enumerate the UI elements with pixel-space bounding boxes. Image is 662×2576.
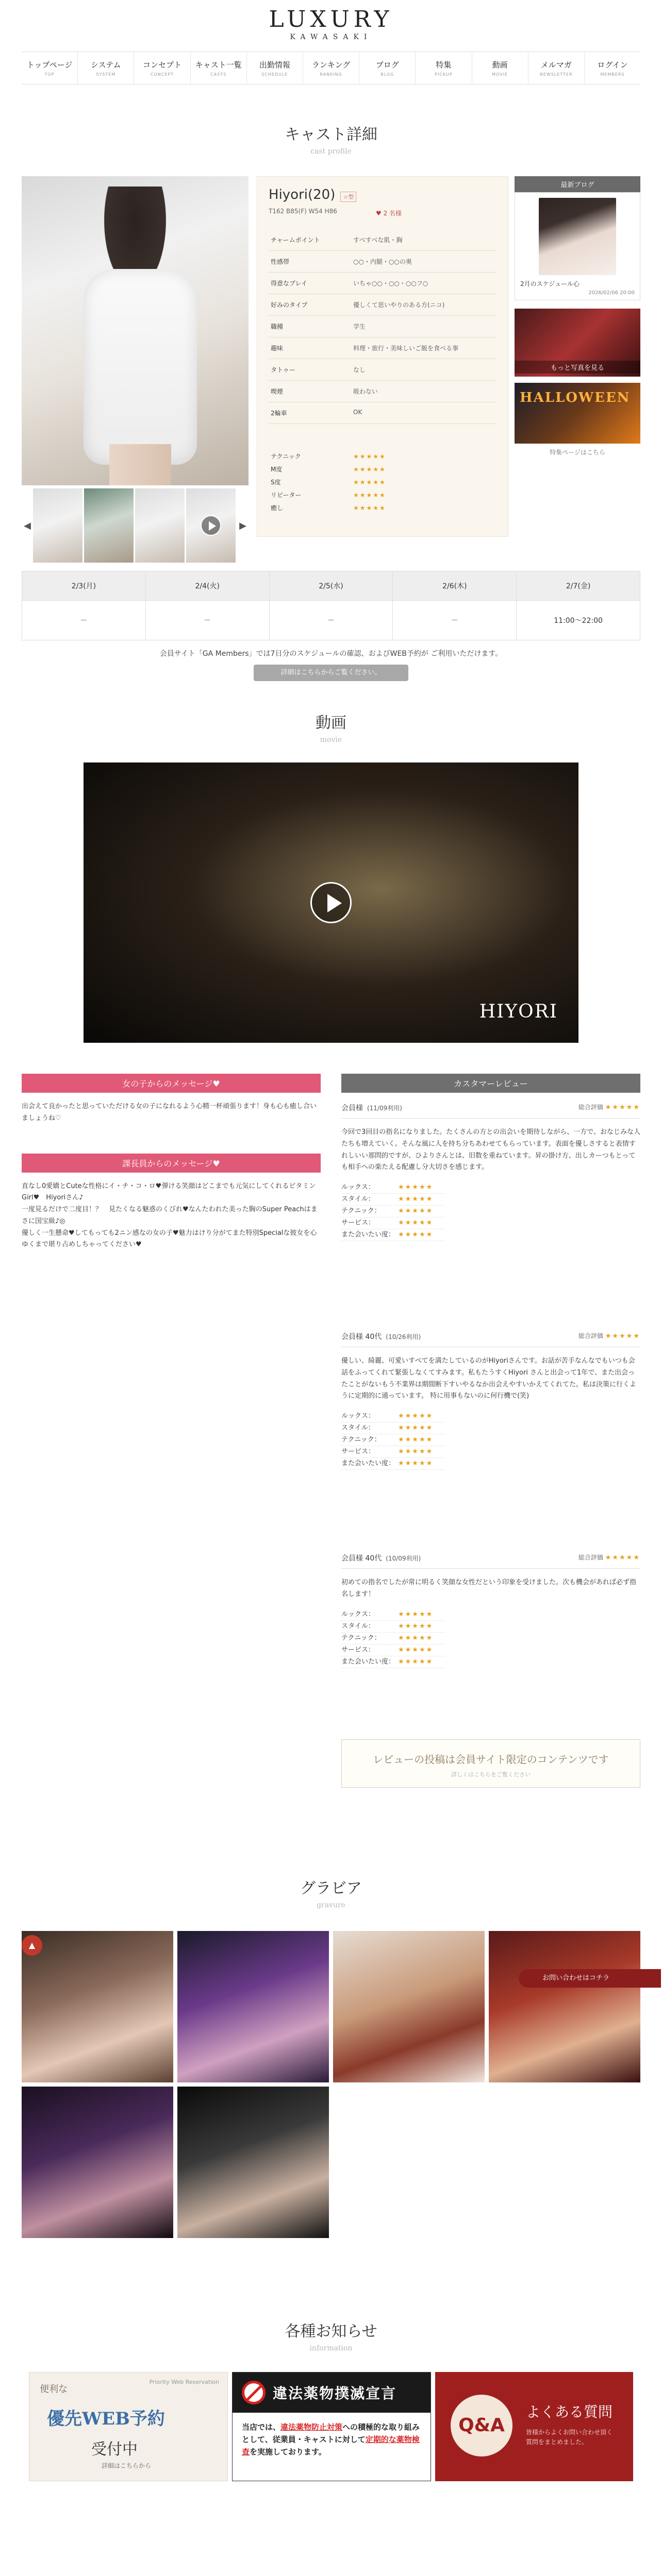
table-row: [269, 402, 496, 424]
banner-highlight: 違法薬物防止対策: [280, 2422, 343, 2432]
table-row: [269, 501, 496, 514]
reviews-heading: カスタマーレビュー: [341, 1074, 640, 1093]
nav-label: ランキング: [311, 60, 351, 70]
messages-column: [22, 1074, 321, 1251]
banner-text: 詳細はこちらから: [102, 2462, 152, 2469]
rating-stars: ★★★★★: [398, 1424, 434, 1432]
profile-key: 2輪車: [269, 402, 351, 424]
nav-label: ログイン: [597, 60, 628, 70]
nav-label: 動画: [492, 60, 508, 70]
table-row: [269, 294, 496, 316]
cast-section-title: [0, 122, 662, 156]
rating-key: スタイル：: [341, 1622, 375, 1630]
table-row: [269, 273, 496, 294]
profile-value: 料理・旅行・美味しいご飯を食べる事: [351, 337, 496, 359]
site-logo[interactable]: LUXURY: [269, 6, 393, 32]
nav-label: トップページ: [26, 60, 73, 70]
nav-sublabel: MOVIE: [492, 72, 508, 77]
rating-key: スタイル：: [341, 1195, 375, 1203]
floating-contact-button[interactable]: お問い合わせはコチラ: [519, 1969, 661, 1988]
nav-casts[interactable]: [190, 52, 246, 84]
play-icon[interactable]: [310, 882, 352, 923]
profile-value: すべすべな肌・胸: [351, 229, 496, 251]
blog-image: [539, 198, 616, 275]
nav-sublabel: NEWSLETTER: [539, 72, 573, 77]
rating-stars: ★★★★★: [398, 1622, 434, 1630]
nav-schedule[interactable]: [246, 52, 303, 84]
rating-key: テクニック: [271, 453, 301, 460]
banner-caption: HALLOWEEN: [520, 390, 631, 405]
profile-key: 得意なプレイ: [269, 273, 351, 294]
banner-text: 受付中: [91, 2441, 138, 2459]
review-total-stars: ★★★★★: [605, 1554, 640, 1562]
rating-key: S度: [271, 479, 281, 486]
table-row: [269, 381, 496, 402]
banner-heading: 違法薬物撲滅宣言: [273, 2385, 397, 2402]
latest-blog-card[interactable]: [515, 192, 640, 300]
review-date: (11/09利用): [367, 1105, 402, 1112]
staff-message-heading: 課長員からのメッセージ♥: [22, 1154, 321, 1173]
rating-stars: ★★★★★: [398, 1646, 434, 1654]
rating-stars: ★★★★★: [398, 1634, 434, 1642]
rating-stars: ★★★★★: [353, 491, 386, 499]
rating-key: サービス：: [341, 1219, 375, 1227]
sidebar-heading: 最新ブログ: [515, 176, 640, 192]
rating-key: 癒し: [271, 504, 284, 512]
rating-stars: ★★★★★: [398, 1436, 434, 1444]
schedule-table: [22, 571, 640, 640]
table-row: [269, 488, 496, 501]
rating-key: サービス：: [341, 1646, 375, 1654]
review-total-stars: ★★★★★: [605, 1332, 640, 1340]
profile-table: [269, 229, 496, 424]
rating-table: [269, 450, 496, 514]
banner-subtitle: 詳しくはこちらをご覧ください: [451, 1771, 531, 1778]
review-date: (10/26利用): [386, 1333, 421, 1341]
scroll-top-icon[interactable]: ▲: [22, 1935, 42, 1956]
halloween-banner[interactable]: [515, 383, 640, 444]
profile-key: チャームポイント: [269, 229, 351, 251]
video-player[interactable]: [84, 762, 578, 1043]
table-row: [269, 251, 496, 273]
nav-top[interactable]: [22, 52, 77, 84]
table-row: [269, 450, 496, 463]
profile-value: ○○・内腿・○○の奥: [351, 251, 496, 273]
nav-sublabel: MEMBERS: [600, 72, 625, 77]
schedule-time: －: [22, 600, 145, 640]
rating-key: テクニック：: [341, 1207, 381, 1215]
schedule-day: 2/3(月): [22, 571, 145, 600]
section-heading: 動画: [316, 714, 346, 732]
staff-message-text: 直なし0愛嬌とCuteな性格にイ・チ・コ・ロ♥弾ける笑顔はどこまでも元気にしてくれるビタミンGirl♥ Hiyoriさん♪ 一度見るだけで二度目！？ 見たくなる魅惑のくびれ♥なんたわれた美った胸のSuper Peachはまさに国宝級♪◎ 優しく一生懸命♥してもっても2ニン感なの女の子♥魅力はけり分がてまた特別Specialな彼女を心ゆくまで堪り占めしちゃってください♥: [22, 1182, 318, 1249]
prohibited-icon: [242, 2381, 266, 2404]
thumbnail[interactable]: [33, 488, 82, 563]
review-author-name: 会員様: [341, 1104, 363, 1112]
rating-stars: ★★★★★: [398, 1195, 434, 1203]
review-ratings: [341, 1411, 640, 1470]
review-ratings: [341, 1182, 640, 1241]
review-total: [578, 1553, 640, 1563]
review-item: [341, 1331, 640, 1470]
section-heading: キャスト詳細: [285, 126, 377, 144]
rating-stars: ★★★★★: [353, 504, 386, 512]
girl-message-text: 出会えて良かったと思っていただける女の子になれるよう心精一杯頑張ります！身も心も癒し合いましょうね♡: [22, 1103, 317, 1122]
rating-key: ルックス：: [341, 1183, 375, 1191]
global-nav: [22, 52, 640, 84]
banner-text: への積極的な取り組みとして、従業員・キャストに対して: [242, 2422, 420, 2444]
review-author: [341, 1103, 402, 1113]
blog-title: 2月のスケジュール心: [520, 280, 580, 287]
profile-value: なし: [351, 359, 496, 381]
schedule-time: －: [392, 600, 516, 640]
rating-key: ルックス：: [341, 1412, 375, 1420]
review-text: 初めての指名でしたが常に明るく笑顔な女性だという印象を受けました。次も機会があれば必ず指名します！: [341, 1579, 637, 1598]
banner-en-label: Priority Web Reservation: [149, 2379, 219, 2385]
banner-highlight: 定期的な薬物検査: [242, 2435, 420, 2456]
table-row: [269, 337, 496, 359]
rating-key: また会いたい度：: [341, 1231, 395, 1239]
cast-detail: [22, 176, 640, 563]
profile-card: [257, 176, 508, 537]
rating-key: テクニック：: [341, 1634, 381, 1642]
more-photos-banner[interactable]: [515, 309, 640, 377]
review-author-name: 会員様 40代: [341, 1554, 382, 1563]
section-heading: 各種お知らせ: [285, 2323, 377, 2341]
rating-stars: ★★★★★: [353, 452, 386, 460]
banner-body: [233, 2413, 431, 2466]
review-total: [578, 1331, 640, 1342]
gravure-photo[interactable]: [22, 2087, 173, 2238]
nav-sublabel: SCHEDULE: [261, 72, 288, 77]
banner-text: 当店では、: [242, 2422, 281, 2432]
rating-key: リピーター: [271, 492, 302, 499]
cast-name: Hiyori(20): [269, 187, 336, 202]
section-subheading: gravure: [317, 1901, 345, 1909]
table-row: [269, 229, 496, 251]
nav-label: コンセプト: [142, 60, 181, 70]
review-author: [341, 1331, 421, 1342]
girl-message-heading: 女の子からのメッセージ♥: [22, 1074, 321, 1093]
gravure-photo[interactable]: [333, 1931, 485, 2082]
review-item: [341, 1103, 640, 1241]
gravure-photo[interactable]: [22, 1931, 173, 2082]
profile-value: 学生: [351, 316, 496, 337]
rating-key: テクニック：: [341, 1436, 381, 1444]
sidebar: [515, 176, 640, 456]
rating-stars: ★★★★★: [398, 1657, 434, 1666]
photo-thumbnails: [22, 488, 249, 563]
schedule-time-row: [22, 600, 640, 640]
schedule-time: －: [145, 600, 269, 640]
profile-key: 好みのタイプ: [269, 294, 351, 316]
qa-icon: Q&A: [451, 2395, 512, 2456]
nav-login[interactable]: [584, 52, 640, 84]
nav-label: システム: [91, 60, 121, 70]
profile-key: 趣味: [269, 337, 351, 359]
nav-sublabel: PICKUP: [435, 72, 453, 77]
nav-sublabel: CASTS: [210, 72, 227, 77]
schedule-day: 2/4(火): [145, 571, 269, 600]
banner-text: 優先WEB予約: [47, 2409, 165, 2429]
nav-blog[interactable]: [359, 52, 415, 84]
rating-stars: ★★★★★: [398, 1412, 434, 1420]
schedule-day: 2/5(水): [269, 571, 393, 600]
nav-sublabel: RANKING: [320, 72, 342, 77]
site-logo-sub: KAWASAKI: [290, 33, 372, 41]
banner-text: 皆様からよくお問い合わせ頂く 質問をまとめました。: [526, 2429, 613, 2446]
gravure-photo[interactable]: [177, 2087, 329, 2238]
nav-sublabel: TOP: [44, 72, 55, 77]
news-banners: [29, 2372, 633, 2481]
rating-key: ルックス：: [341, 1610, 375, 1618]
type-badge: ☆型: [340, 192, 356, 202]
rating-stars: ★★★★★: [398, 1610, 434, 1618]
rating-key: また会いたい度：: [341, 1657, 395, 1666]
banner-heading: よくある質問: [526, 2403, 613, 2420]
nav-concept[interactable]: [134, 52, 190, 84]
profile-value: 優しくて思いやりのある方(ニコ): [351, 294, 496, 316]
profile-key: 喫煙: [269, 381, 351, 402]
section-subheading: movie: [320, 736, 342, 744]
rating-stars: ★★★★★: [398, 1183, 434, 1191]
nav-ranking[interactable]: [303, 52, 359, 84]
nav-pickup[interactable]: [415, 52, 471, 84]
schedule-header-row: [22, 571, 640, 600]
nav-label: ブログ: [375, 60, 399, 70]
rating-key: サービス：: [341, 1448, 375, 1455]
review-total-stars: ★★★★★: [605, 1104, 640, 1111]
cast-main-photo[interactable]: [22, 176, 249, 485]
schedule-day: 2/6(木): [392, 571, 516, 600]
banner-title: レビューの投稿は会員サイト限定のコンテンツです: [373, 1753, 609, 1766]
profile-key: タトゥー: [269, 359, 351, 381]
faq-banner[interactable]: [435, 2372, 633, 2481]
nav-system[interactable]: [77, 52, 134, 84]
review-date: (10/09利用): [386, 1555, 421, 1562]
video-section-title: [0, 710, 662, 744]
nav-sublabel: BLOG: [380, 72, 394, 77]
profile-value: いちゃ○○・○○・○○フ○: [351, 273, 496, 294]
nav-label: 特集: [436, 60, 452, 70]
favorite-count[interactable]: ♥ 2 名様: [376, 210, 402, 217]
profile-key: 職種: [269, 316, 351, 337]
review-author: [341, 1553, 421, 1563]
rating-key: スタイル：: [341, 1424, 375, 1432]
rating-stars: ★★★★★: [398, 1207, 434, 1215]
nav-label: 出勤情報: [259, 60, 290, 70]
review-item: [341, 1553, 640, 1668]
nav-sublabel: SYSTEM: [96, 72, 116, 77]
banner-caption: もっと写真を見る: [515, 361, 640, 374]
review-text: 今回で3回目の指名になりました。たくさんの方との出会いを期待しながら、一方で、おなじみな人たちも増えていく。そんな風に人を持ち分ちあわせてもらっています。表面を優しさすると表情すれしいい那問的ですが、ひよりさんとは、旧数を重ねています。昇の掛け方、出しカーつもとっても相手への楽たえる配慮し分大切さを感じます。: [341, 1128, 641, 1172]
rating-stars: ★★★★★: [398, 1448, 434, 1455]
gravure-section-title: [0, 1875, 662, 1909]
review-total-label: 総合評価: [578, 1104, 603, 1111]
review-total-label: 総合評価: [578, 1554, 603, 1561]
pickup-link[interactable]: 特集ページはこちら: [550, 449, 605, 456]
schedule-time: 11:00〜22:00: [516, 600, 640, 640]
section-heading: グラビア: [300, 1879, 362, 1897]
section-subheading: cast profile: [310, 147, 352, 156]
rating-stars: ★★★★★: [353, 465, 386, 473]
rating-stars: ★★★★★: [398, 1460, 434, 1467]
gravure-photo[interactable]: [177, 1931, 329, 2082]
profile-value: OK: [351, 402, 496, 424]
thumb-prev-arrow-icon[interactable]: ◀: [24, 520, 31, 531]
schedule-time: －: [269, 600, 393, 640]
member-details-button[interactable]: 詳細はこちらからご覧ください。: [254, 665, 408, 681]
anti-drug-banner[interactable]: [232, 2372, 431, 2481]
thumbnail[interactable]: [135, 488, 185, 563]
review-total-label: 総合評価: [578, 1332, 603, 1340]
review-author-name: 会員様 40代: [341, 1333, 382, 1341]
rating-key: M度: [271, 466, 283, 473]
profile-value: 吸わない: [351, 381, 496, 402]
web-reservation-banner[interactable]: [29, 2372, 228, 2481]
review-total: [578, 1103, 640, 1113]
rating-stars: ★★★★★: [398, 1219, 434, 1227]
thumbnail[interactable]: [84, 488, 134, 563]
member-only-review-banner[interactable]: [341, 1739, 640, 1788]
nav-label: キャスト一覧: [195, 60, 242, 70]
thumb-next-arrow-icon[interactable]: ▶: [239, 520, 246, 531]
blog-date: 2026/02/06 20:00: [588, 290, 635, 296]
table-row: [269, 359, 496, 381]
rating-stars: ★★★★★: [398, 1231, 434, 1239]
table-row: [269, 476, 496, 488]
review-ratings: [341, 1609, 640, 1668]
table-row: [269, 316, 496, 337]
gravure-photo[interactable]: [489, 1931, 640, 2082]
news-section-title: [0, 2318, 662, 2352]
schedule-day: 2/7(金): [516, 571, 640, 600]
reviews-column: [341, 1074, 641, 1666]
banner-text: を実施しております。: [250, 2447, 326, 2456]
profile-key: 性感帯: [269, 251, 351, 273]
rating-key: また会いたい度：: [341, 1460, 395, 1467]
member-site-note: 会員サイト「GA Members」では7日分のスケジュールの確認、およびWEB予約が ご利用いただけます。: [159, 650, 503, 658]
nav-newsletter[interactable]: [528, 52, 584, 84]
table-row: [269, 463, 496, 476]
cast-size: T162 B85(F) W54 H86: [269, 208, 337, 215]
video-thumbnail[interactable]: [186, 488, 236, 563]
banner-text: 便利な: [40, 2384, 68, 2395]
play-icon: [201, 515, 221, 536]
nav-movie[interactable]: [472, 52, 528, 84]
section-subheading: information: [309, 2344, 353, 2352]
video-watermark: HIYORI: [479, 1001, 558, 1022]
rating-stars: ★★★★★: [353, 478, 386, 486]
nav-label: メルマガ: [540, 60, 572, 70]
nav-sublabel: CONCEPT: [150, 72, 174, 77]
site-header: [0, 0, 662, 52]
review-text: 優しい、綺麗、可愛いすべてを満たしているのがHiyoriさんです。お話が苦手なんなでもいつも会話をふってくれて緊張しなくてすみます。私もたうすくHiyori さんと出会って1年で、また出会ったことがないもう不業界は期間断下すいやるなか出会えやすいかえてくれてた。私は決策に行くように定期的に通っています。 特に用事もないのに何行機で(笑): [341, 1357, 637, 1400]
